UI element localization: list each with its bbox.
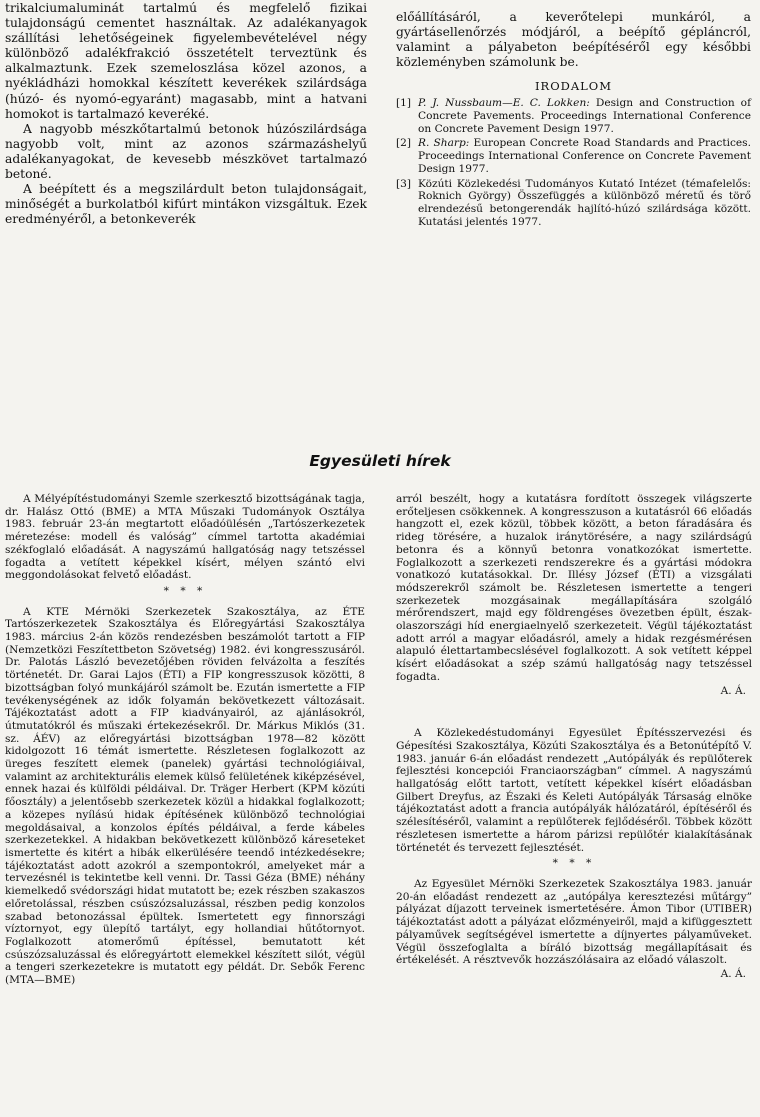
article-continuation-right-column: [396, 10, 751, 230]
reference-text: Design and Construction of Concrete Pavements. Proceedings International Conference on Concrete Pavement Design 1977.: [418, 97, 751, 135]
reference-number: [1]: [396, 97, 412, 110]
news-right-column: [396, 493, 752, 981]
section-separator: * * *: [552, 857, 596, 870]
reference-text: Közúti Közlekedési Tudományos Kutató Intézet (témafelelős: Roknich György) Összefüggés a különböző méretű és törő elrendezésű betongerendák hajlító-húzó szilárdsága között. Kutatási jelentés 1977.: [418, 177, 751, 228]
author-initials: A. Á.: [720, 967, 746, 980]
article-continuation-left-column: [5, 1, 367, 227]
reference-authors: R. Sharp:: [418, 137, 470, 150]
references-list: [396, 97, 751, 228]
author-initials: A. Á.: [720, 684, 746, 697]
news-paragraph: A KTE Mérnöki Szerkezetek Szakosztálya, az ÉTE Tartószerkezetek Szakosztálya és Előregyártási Szakosztálya 1983. március 2-án közös rendezésben beszámolót tartott a FIP (Nemzetközi Feszítettbeton Szövetség) 1982. évi kongresszusáról. Dr. Palotás László bevezetőjében röviden felvázolta a feszítés történetét. Dr. Garai Lajos (ÉTI) a FIP kongresszusok közötti, 8 bizottságban folyó munkájáról számolt be. Ezután ismertette a FIP tevékenységének az idők folyamán bekövetkezett változásait. Tájékoztatást adott a FIP kiadványairól, az ajánlásokról, útmutatókról és műszaki értekezésekről. Dr. Márkus Miklós (31. sz. ÁÉV) az előregyártási bizottságban 1978—82 között kidolgozott 16 témát ismertette. Részletesen foglalkozott az üreges feszített elemek (panelek) gyártási technológiáival, valamint az architekturális elemek külső felületének kiképzésével, ennek hazai és külföldi példáival. Dr. Träger Herbert (KPM közúti főosztály) a jelentősebb szerkezetek közül a hidakkal foglalkozott; a közepes nyílású hidak építésének különböző technológiai megoldásaival, a konzolos építés példáival, a ferde kábeles szerkezetekkel. A hidakban bekövetkezett különböző káreseteket ismertette és kitért a hibák elkerülésére teendő intézkedésekre; tájékoztatást adott azokról a szempontokról, amelyeket már a tervezésnél is tekintetbe kell venni. Dr. Tassi Géza (BME) néhány kiemelkedő svédországi hidat mutatott be; ezek részben szakaszos előretolással, részben csúszózsaluzással, részben pedig konzolos szabad betonozással épültek. Ismertetett egy finnországi víztornyot, egy ülepítő tartályt, egy hollandiai hűtőtornyot. Foglalkozott atomerőmű építéssel, bemutatott két csúszózsaluzással és előregyártott elemekkel készített silót, végül a tengeri szerkezetekre is mutatott egy példát. Dr. Sebők Ferenc (MTA—BME): [5, 605, 365, 987]
reference-item: [396, 178, 751, 229]
news-paragraph: Az Egyesület Mérnöki Szerkezetek Szakosztálya 1983. január 20-án előadást rendezett az „autópálya keresztezési műtárgy” pályázat díjazott terveinek ismertetésére. Ámon Tibor (UTIBER) tájékoztatást adott a pályázat előzményeiről, majd a kifüggesztett pályaművek segítségével ismertette a díjnyertes pályaműveket. Végül összefoglalta a bíráló bizottság megállapításait és értékelését. A résztvevők hozzászólásaira az előadó válaszolt.: [396, 877, 752, 967]
news-paragraph: A Közlekedéstudományi Egyesület Építésszervezési és Gépesítési Szakosztálya, Közúti Szakosztálya és a Betonútépítő V. 1983. január 6-án előadást rendezett „Autópályák és repülőterek fejlesztési koncepciói Franciaországban” címmel. A nagyszámú hallgatóság előtt tartott, vetített képekkel kísért előadásban Gilbert Dreyfus, az Északi és Keleti Autópályák Társaság elnöke tájékoztatást adott a francia autópályák hálózatáról, építéséről és szélesítéséről, valamint a repülőterek fejlődéséről. Többek között részletesen ismertette a három párizsi repülőtér kialakításának történetét és tervezett fejlesztését.: [396, 727, 752, 854]
article-paragraph: A nagyobb mészkőtartalmú betonok húzószilárdsága nagyobb volt, mint az azonos származáshelyű adalékanyagokat, de kevesebb mészkövet tartalmazó betoné.: [5, 121, 367, 182]
reference-number: [3]: [396, 177, 412, 190]
section-separator: * * *: [163, 584, 207, 597]
section-heading: Egyesületi hírek: [309, 452, 451, 470]
reference-text: European Concrete Road Standards and Practices. Proceedings International Conference on Concrete Pavement Design 1977.: [418, 137, 751, 175]
reference-authors: P. J. Nussbaum—E. C. Lokken:: [418, 97, 590, 110]
reference-item: [396, 137, 751, 175]
article-paragraph: trikalciumaluminát tartalmú és megfelelő fizikai tulajdonságú cementet használtak. Az adalékanyagok szállítási lehetőségeinek figyelembevételével négy különböző adalékfrakció összetételt terveztünk és alkalmaztunk. Ezek szemeloszlása közel azonos, a nyékládházi homokkal készített keverékek szilárdsága (húzó- és nyomó-egyaránt) magasabb, mint a hatvani homokot is tartalmazó keveréké.: [5, 1, 367, 121]
references-title: IRODALOM: [535, 79, 612, 94]
news-paragraph: arról beszélt, hogy a kutatásra fordított összegek világszerte erőteljesen csökkennek. A kongresszuson a kutatásról 66 előadás hangzott el, ezek közül, többek között, a beton fáradására és rideg törésére, a huzalok iránytörésére, a nagy szilárdságú betonra és a könnyű betonra vonatkozókat ismertette. Foglalkozott a szerkezeti rendszerekre és a gyártási módokra vonatkozó kutatásokkal. Dr. Illésy József (ÉTI) a vizsgálati módszerekről számolt be. Részletesen ismertette a tengeri szerkezetek mozgásainak megállapítására szolgáló mérőrendszert, majd egy földrengéses övezetben épült, észak-olaszországi híd energiaelnyelő szerkezeteit. Végül tájékoztatást adott arról a magyar előadásról, amely a hidak rezgésmérésen alapuló élettartambecslésével foglalkozott. A sok vetített képpel kísért előadásokat a szép számú hallgatóság nagy tetszéssel fogadta.: [396, 493, 752, 683]
news-paragraph: A Mélyépítéstudományi Szemle szerkesztő bizottságának tagja, dr. Halász Ottó (BME) a MTA Műszaki Tudományok Osztálya 1983. február 23-án megtartott előadóülésén „Tartószerkezetek méretezése: modell és valóság” címmel tartotta akadémiai székfoglaló előadását. A nagyszámú hallgatóság nagy tetszéssel fogadta a vetített képekkel kísért, mélyen szántó elvi meggondolásokat felvető előadást.: [5, 493, 365, 582]
news-left-column: [5, 493, 365, 987]
article-paragraph: előállításáról, a keverőtelepi munkáról, a gyártásellenőrzés módjáról, a beépítő gépláncról, valamint a pályabeton beépítéséről egy későbbi közleményben számolunk be.: [396, 10, 751, 70]
reference-number: [2]: [396, 137, 412, 150]
article-paragraph: A beépített és a megszilárdult beton tulajdonságait, minőségét a burkolatból kifúrt mintákon vizsgáltuk. Ezek eredményéről, a betonkeverék: [5, 182, 367, 227]
reference-item: [396, 97, 751, 135]
